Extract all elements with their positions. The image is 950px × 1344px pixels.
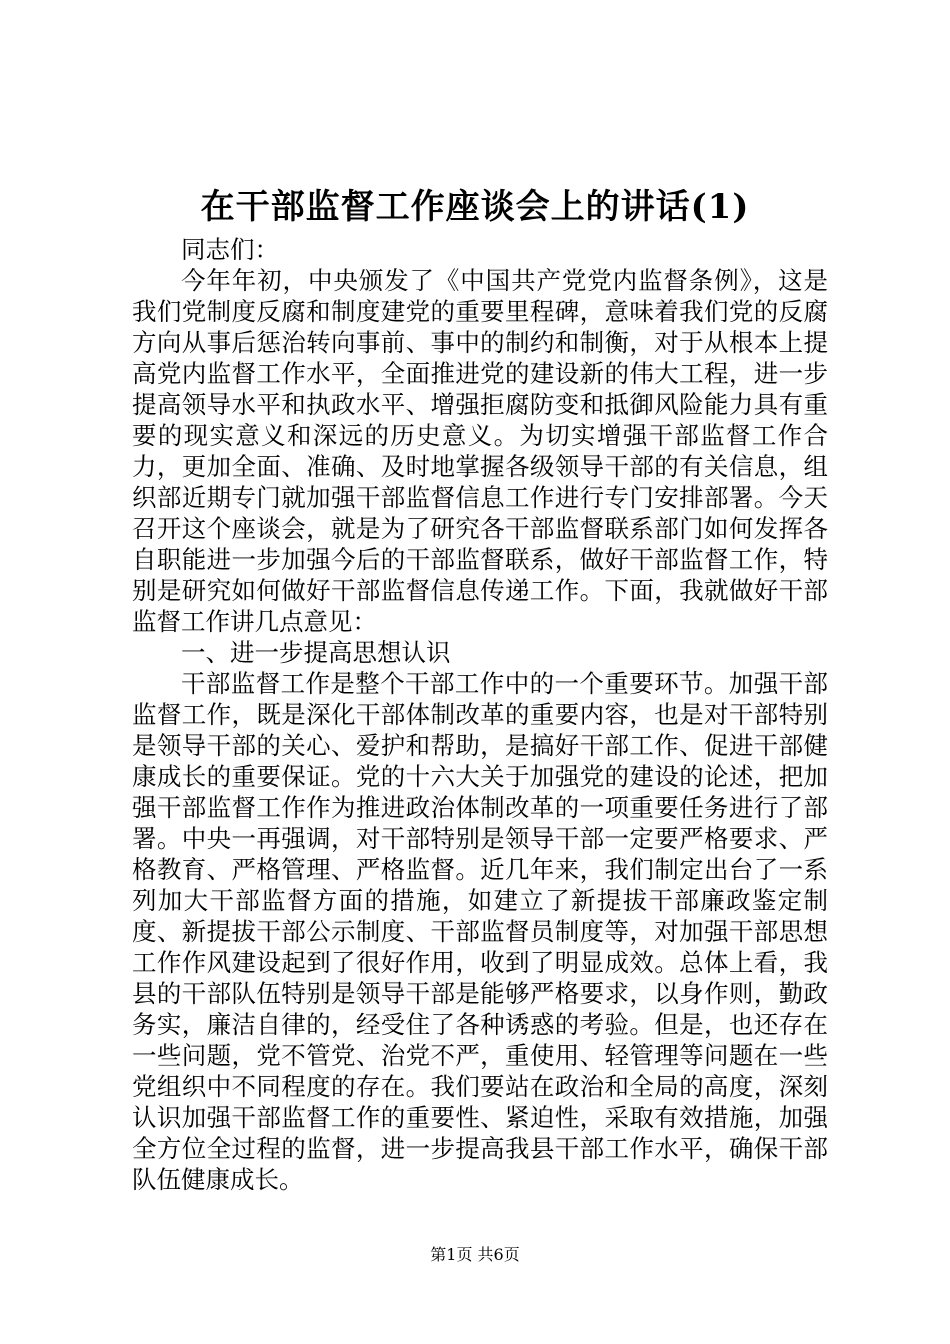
document-body xyxy=(132,234,828,1195)
page-number-footer: 第1页 共6页 xyxy=(430,1245,520,1264)
paragraph-section-1: 干部监督工作是整个干部工作中的一个重要环节。加强干部监督工作，既是深化干部体制改革的重要内容，也是对干部特别是领导干部的关心、爱护和帮助，是搞好干部工作、促进干部健康成长的重要保证。党的十六大关于加强党的建设的论述，把加强干部监督工作作为推进政治体制改革的一项重要任务进行了部署。中央一再强调，对干部特别是领导干部一定要严格要求、严格教育、严格管理、严格监督。近几年来，我们制定出台了一系列加大干部监督方面的措施，如建立了新提拔干部廉政鉴定制度、新提拔干部公示制度、干部监督员制度等，对加强干部思想工作作风建设起到了很好作用，收到了明显成效。总体上看，我县的干部队伍特别是领导干部是能够严格要求，以身作则，勤政务实，廉洁自律的，经受住了各种诱惑的考验。但是，也还存在一些问题，党不管党、治党不严，重使用、轻管理等问题在一些党组织中不同程度的存在。我们要站在政治和全局的高度，深刻认识加强干部监督工作的重要性、紧迫性，采取有效措施，加强全方位全过程的监督，进一步提高我县干部工作水平，确保干部队伍健康成长。 xyxy=(132,669,828,1194)
salutation: 同志们： xyxy=(181,235,279,264)
section-heading-1: 一、进一步提高思想认识 xyxy=(181,638,451,667)
paragraph-intro: 今年年初，中央颁发了《中国共产党党内监督条例》，这是我们党制度反腐和制度建党的重要里程碑，意味着我们党的反腐方向从事后惩治转向事前、事中的制约和制衡，对于从根本上提高党内监督工作水平，全面推进党的建设新的伟大工程，进一步提高领导水平和执政水平、增强拒腐防变和抵御风险能力具有重要的现实意义和深远的历史意义。为切实增强干部监督工作合力，更加全面、准确、及时地掌握各级领导干部的有关信息，组织部近期专门就加强干部监督信息工作进行专门安排部署。今天召开这个座谈会，就是为了研究各干部监督联系部门如何发挥各自职能进一步加强今后的干部监督联系，做好干部监督工作，特别是研究如何做好干部监督信息传递工作。下面，我就做好干部监督工作讲几点意见： xyxy=(132,266,828,636)
document-title: 在干部监督工作座谈会上的讲话(1) xyxy=(200,187,750,227)
